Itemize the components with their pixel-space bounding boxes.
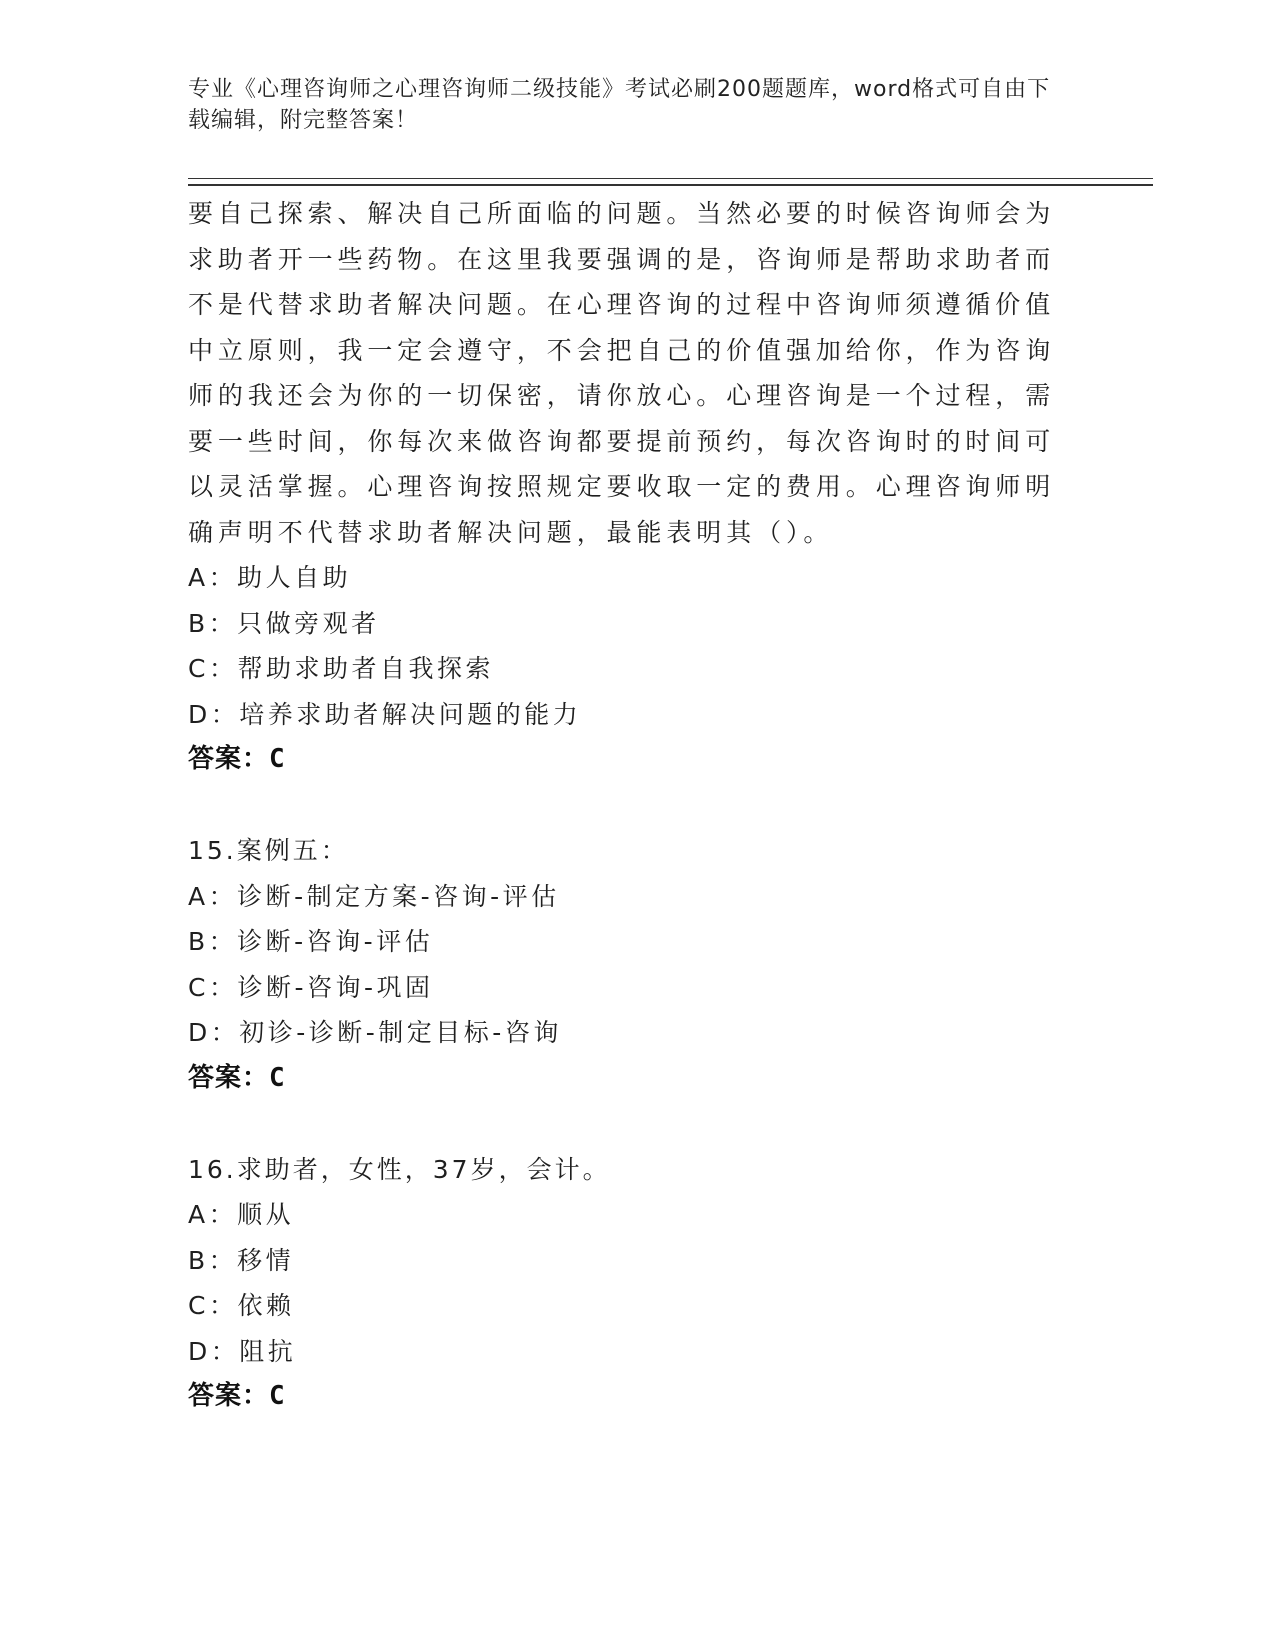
document-header-title: 专业《心理咨询师之心理咨询师二级技能》考试必刷200题题库，word格式可自由下载编辑，附完整答案！ [188,77,1051,133]
option-c: C：诊断-咨询-巩固 [188,972,434,1002]
option-c: C：帮助求助者自我探索 [188,654,494,683]
option-c: C：依赖 [188,1291,295,1320]
option-b: B：诊断-咨询-评估 [188,927,434,956]
answer-line: 答案：C [188,1381,286,1411]
question-16 [188,1147,1078,1420]
option-a: A：顺从 [188,1200,295,1229]
question-14 [188,191,1078,783]
header-divider [188,178,1153,186]
option-d: D：初诊-诊断-制定目标-咨询 [188,1018,562,1047]
answer-line: 答案：C [188,1062,286,1093]
option-a: A：诊断-制定方案-咨询-评估 [188,881,560,911]
question-title: 16.求助者，女性，37岁，会计。 [188,1154,611,1184]
option-a: A：助人自助 [188,563,352,592]
option-d: D：阻抗 [188,1336,297,1366]
question-content [188,191,1078,1420]
spacer [188,783,1078,829]
option-d: D：培养求助者解决问题的能力 [188,699,582,729]
spacer [188,1101,1078,1147]
answer-line: 答案：C [188,744,286,774]
option-b: B：只做旁观者 [188,608,380,638]
question-title: 15.案例五： [188,836,349,865]
question-stem: 要自己探索、解决自己所面临的问题。当然必要的时候咨询师会为求助者开一些药物。在这里我要强调的是，咨询师是帮助求助者而不是代替求助者解决问题。在心理咨询的过程中咨询师须遵循价值中立原则，我一定会遵守，不会把自己的价值强加给你，作为咨询师的我还会为你的一切保密，请你放心。心理咨询是一个过程，需要一些时间，你每次来做咨询都要提前预约，每次咨询时的时间可以灵活掌握。心理咨询按照规定要收取一定的费用。心理咨询师明确声明不代替求助者解决问题，最能表明其（）。 [188,199,1056,547]
option-b: B：移情 [188,1245,295,1275]
question-15 [188,828,1078,1101]
